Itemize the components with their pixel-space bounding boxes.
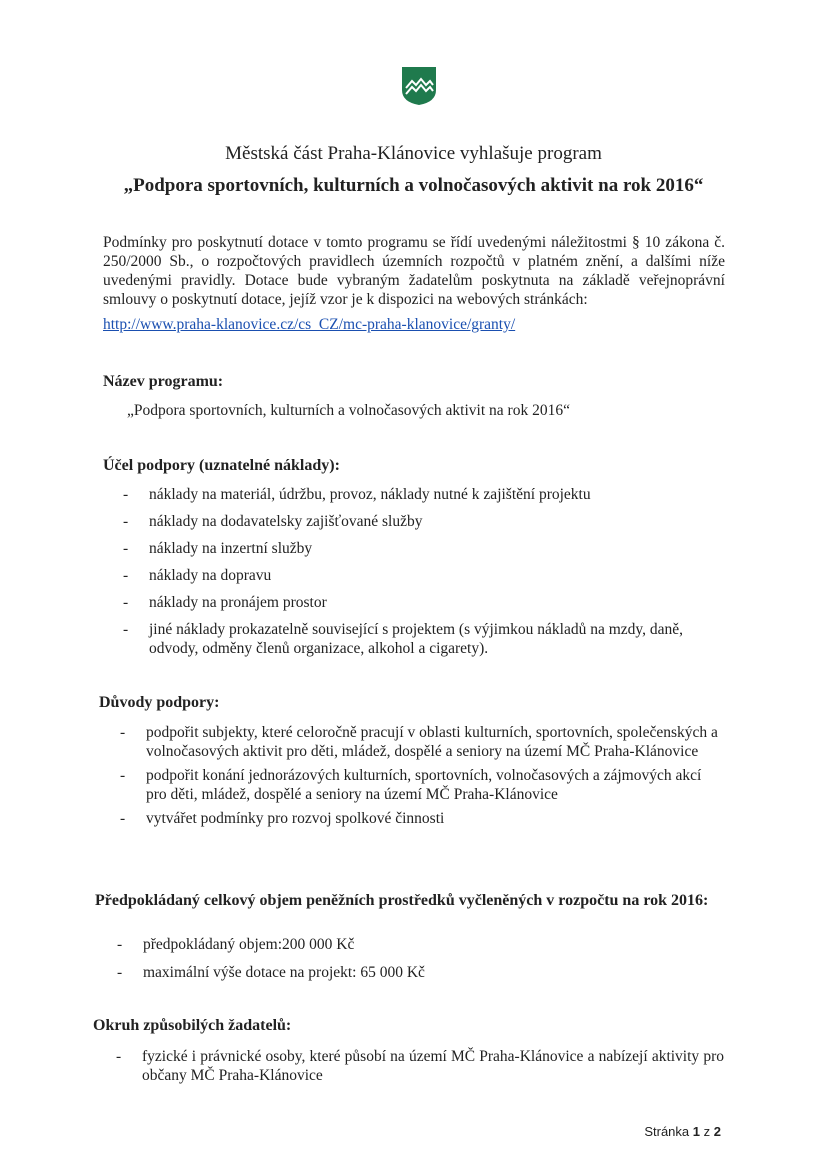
duvody-list [120, 723, 720, 828]
list-item: - maximální výše dotace na projekt: 65 000 Kč [117, 964, 425, 981]
program-name-text: „Podpora sportovních, kulturních a volnočasových aktivit na rok 2016“ [127, 402, 570, 419]
section-heading-ucel: Účel podpory (uznatelné náklady): [103, 457, 340, 474]
section-heading-okruh: Okruh způsobilých žadatelů: [93, 1017, 292, 1034]
ucel-list [123, 485, 723, 658]
intro-paragraph: Podmínky pro poskytnutí dotace v tomto programu se řídí uvedenými náležitostmi § 10 zákona č. 250/2000 Sb., o rozpočtových pravidlech územních rozpočtů v platném znění, a dalšími níže uvedenými pravidly. Dotace bude vybraným žadatelům poskytnuta na základě veřejnoprávní smlouvy o poskytnutí dotace, jejíž vzor je k dispozici na webových stránkách: [103, 234, 725, 308]
objem-list [117, 935, 717, 982]
list-item: - náklady na dopravu [123, 567, 272, 584]
list-item: - vytvářet podmínky pro rozvoj spolkové činnosti [120, 810, 445, 827]
list-item: - fyzické i právnické osoby, které působí na území MČ Praha-Klánovice a nabízejí aktivity pro občany MČ Praha-Klánovice [116, 1048, 724, 1084]
list-item: - náklady na dodavatelsky zajišťované služby [123, 513, 423, 530]
coat-of-arms-icon [401, 66, 437, 106]
program-title: „Podpora sportovních, kulturních a volnočasových aktivit na rok 2016“ [123, 175, 704, 196]
okruh-list [116, 1047, 724, 1085]
grants-link[interactable]: http://www.praha-klanovice.cz/cs_CZ/mc-praha-klanovice/granty/ [103, 316, 516, 333]
section-heading-objem: Předpokládaný celkový objem peněžních prostředků vyčleněných v rozpočtu na rok 2016: [95, 892, 709, 909]
header-line1: Městská část Praha-Klánovice vyhlašuje program [225, 143, 602, 164]
list-item: - náklady na pronájem prostor [123, 594, 327, 611]
list-item: - podpořit subjekty, které celoročně pracují v oblasti kulturních, sportovních, společenských a volnočasových aktivit pro děti, mládež, dospělé a seniory na území MČ Praha-Klánovice [120, 724, 718, 760]
list-item: - náklady na inzertní služby [123, 540, 313, 557]
list-item: - náklady na materiál, údržbu, provoz, náklady nutné k zajištění projektu [123, 486, 591, 503]
section-heading-nazev: Název programu: [103, 373, 224, 390]
page-number: Stránka 1 z 2 [644, 1124, 721, 1139]
list-item: - jiné náklady prokazatelně související s projektem (s výjimkou nákladů na mzdy, daně, odvody, odměny členů organizace, alkohol a cigarety). [123, 621, 684, 657]
list-item: - podpořit konání jednorázových kulturních, sportovních, volnočasových a zájmových akcí pro děti, mládež, dospělé a seniory na území MČ Praha-Klánovice [120, 767, 702, 803]
list-item: - předpokládaný objem:200 000 Kč [117, 936, 355, 953]
section-heading-duvody: Důvody podpory: [99, 694, 220, 711]
